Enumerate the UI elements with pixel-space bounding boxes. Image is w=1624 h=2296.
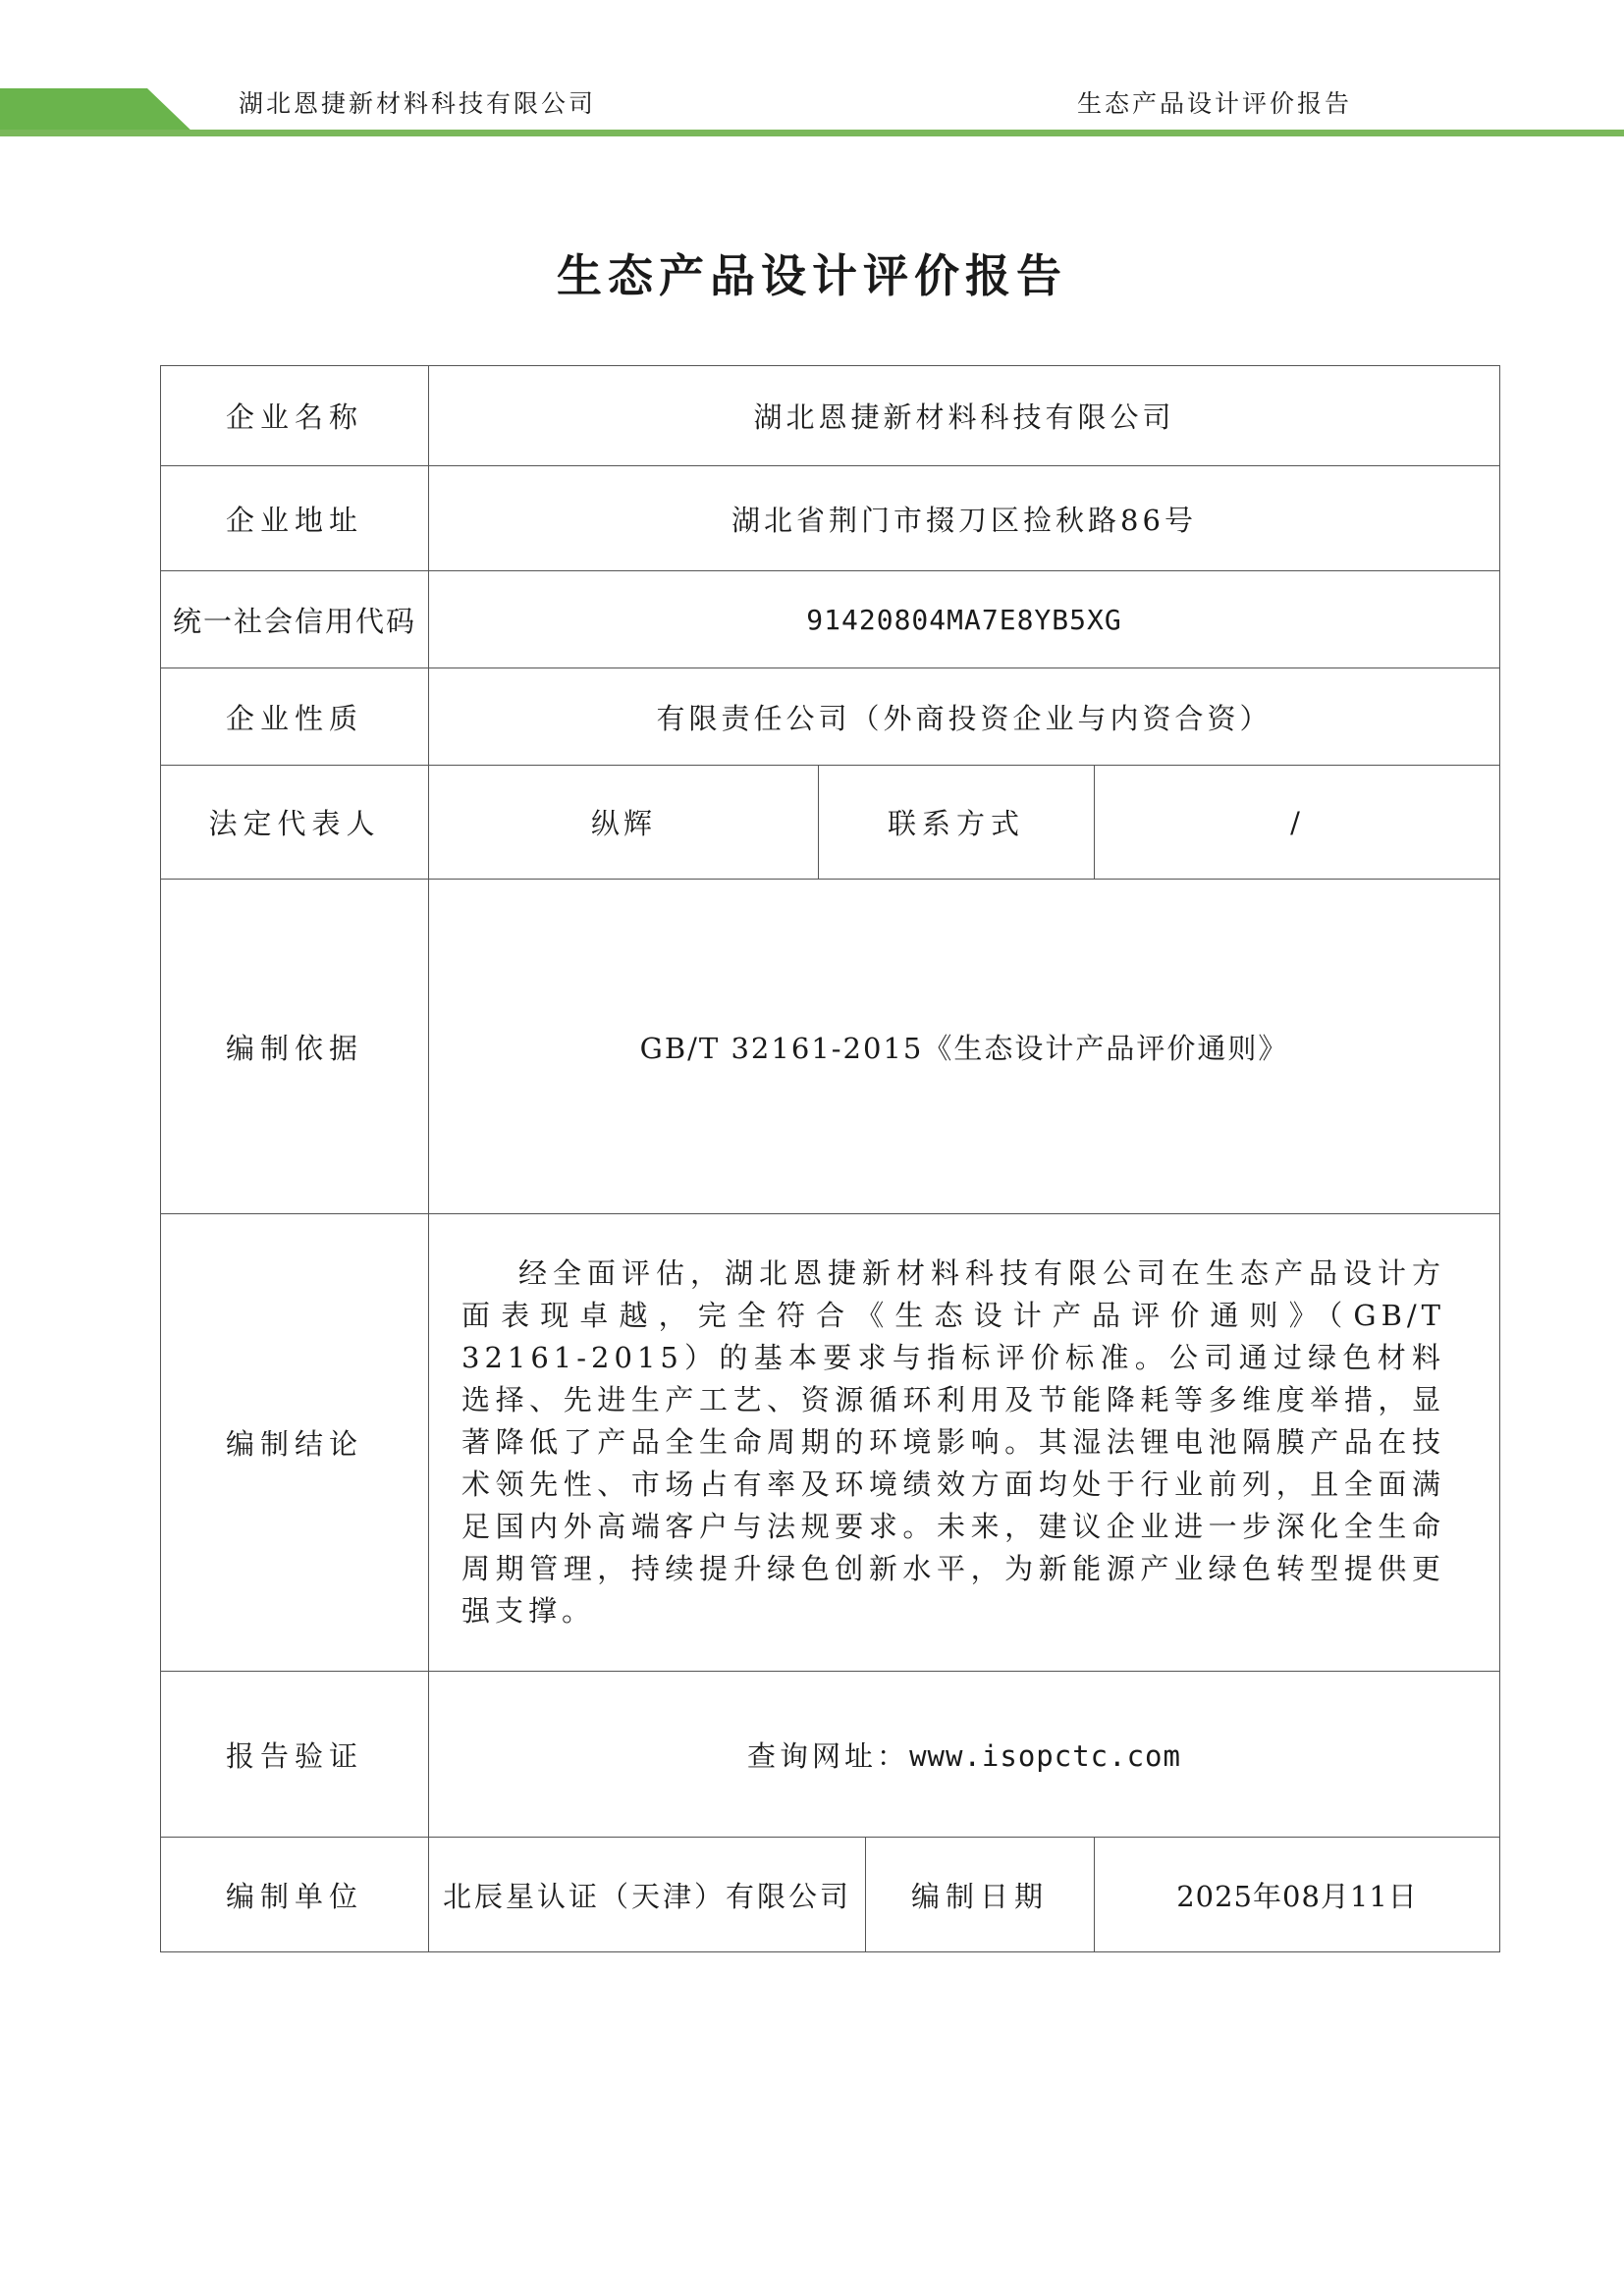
contact-value: / bbox=[1095, 766, 1500, 880]
company-address-value: 湖北省荆门市掇刀区捡秋路86号 bbox=[429, 466, 1500, 571]
header-accent-shape bbox=[0, 88, 196, 135]
page-header bbox=[0, 0, 1624, 142]
row-conclusion bbox=[161, 1214, 1500, 1672]
report-info-table bbox=[160, 365, 1500, 1952]
legal-rep-label: 法定代表人 bbox=[161, 766, 429, 880]
company-address-label: 企业地址 bbox=[161, 466, 429, 571]
row-verification bbox=[161, 1672, 1500, 1838]
conclusion-text: 经全面评估，湖北恩捷新材料科技有限公司在生态产品设计方面表现卓越，完全符合《生态设计产品评价通则》（GB/T 32161-2015）的基本要求与指标评价标准。公司通过绿色材料选择、先进生产工艺、资源循环利用及节能降耗等多维度举措，显著降低了产品全生命周期的环境影响。其湿法锂电池隔膜产品在技术领先性、市场占有率及环境绩效方面均处于行业前列，且全面满足国内外高端客户与法规要求。未来，建议企业进一步深化全生命周期管理，持续提升绿色创新水平，为新能源产业绿色转型提供更强支撑。 bbox=[461, 1256, 1446, 1628]
row-company-name bbox=[161, 366, 1500, 466]
header-decoration bbox=[0, 0, 1624, 142]
company-name-label: 企业名称 bbox=[161, 366, 429, 466]
conclusion-cell bbox=[429, 1214, 1500, 1672]
page-title: 生态产品设计评价报告 bbox=[557, 249, 1067, 302]
row-company-type bbox=[161, 668, 1500, 766]
basis-value: GB/T 32161-2015《生态设计产品评价通则》 bbox=[429, 880, 1500, 1214]
row-company-address bbox=[161, 466, 1500, 571]
verification-prefix: 查询网址： bbox=[747, 1738, 910, 1773]
contact-label: 联系方式 bbox=[819, 766, 1095, 880]
issuer-label: 编制单位 bbox=[161, 1838, 429, 1952]
header-rule bbox=[0, 130, 1624, 136]
credit-code-label: 统一社会信用代码 bbox=[161, 571, 429, 668]
date-label: 编制日期 bbox=[866, 1838, 1095, 1952]
row-issuer bbox=[161, 1838, 1500, 1952]
legal-rep-value: 纵辉 bbox=[429, 766, 819, 880]
company-type-value: 有限责任公司（外商投资企业与内资合资） bbox=[429, 668, 1500, 766]
basis-label: 编制依据 bbox=[161, 880, 429, 1214]
issuer-value: 北辰星认证（天津）有限公司 bbox=[429, 1838, 866, 1952]
row-basis bbox=[161, 880, 1500, 1214]
header-report-title: 生态产品设计评价报告 bbox=[1077, 89, 1353, 118]
verification-label: 报告验证 bbox=[161, 1672, 429, 1838]
conclusion-label: 编制结论 bbox=[161, 1214, 429, 1672]
verification-value bbox=[429, 1672, 1500, 1838]
credit-code-value: 91420804MA7E8YB5XG bbox=[429, 571, 1500, 668]
date-value: 2025年08月11日 bbox=[1095, 1838, 1500, 1952]
row-legal-rep bbox=[161, 766, 1500, 880]
row-credit-code bbox=[161, 571, 1500, 668]
company-type-label: 企业性质 bbox=[161, 668, 429, 766]
company-name-value: 湖北恩捷新材料科技有限公司 bbox=[429, 366, 1500, 466]
verification-url[interactable]: www.isopctc.com bbox=[909, 1738, 1181, 1773]
header-company-name: 湖北恩捷新材料科技有限公司 bbox=[239, 89, 597, 118]
